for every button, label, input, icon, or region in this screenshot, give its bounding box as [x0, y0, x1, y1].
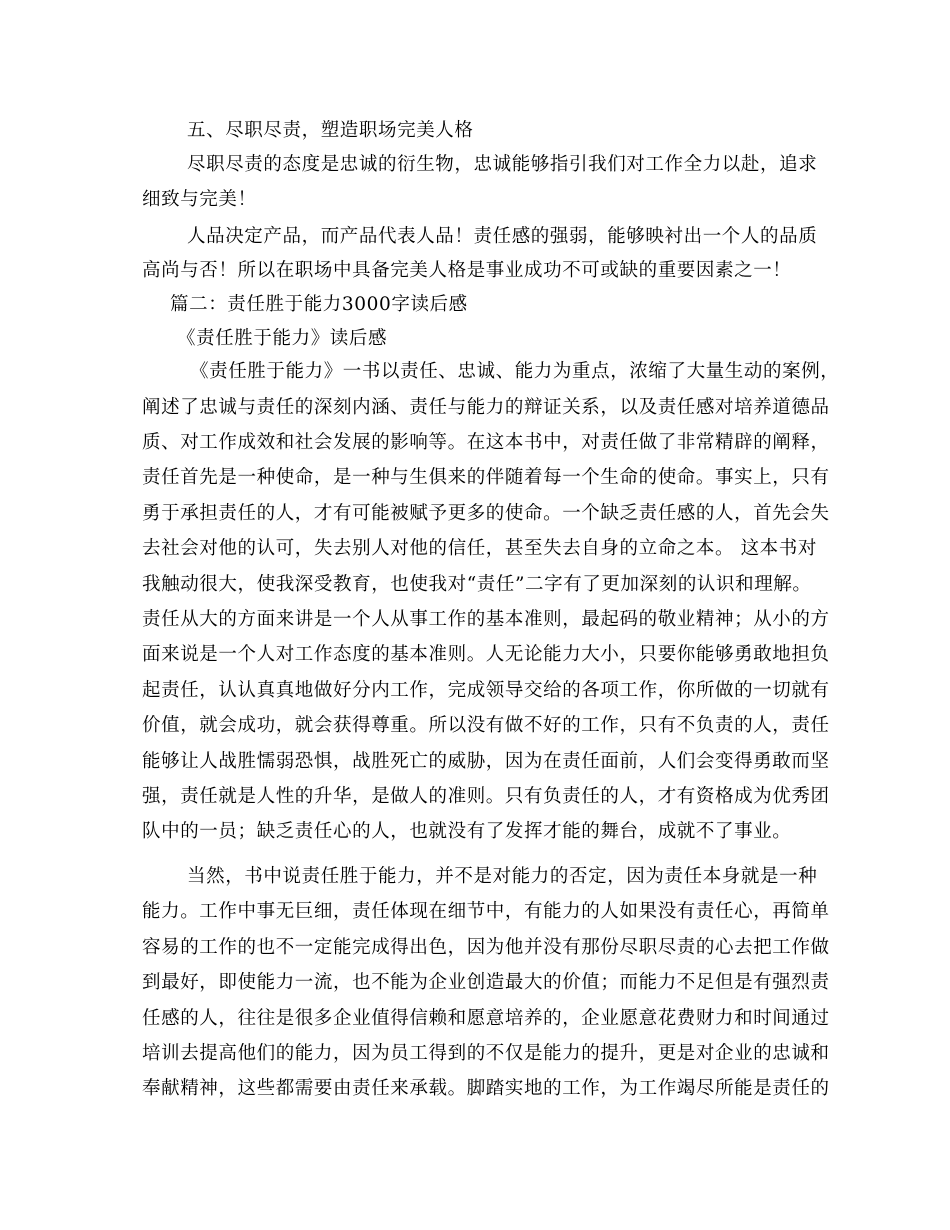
paragraph-line: 队中的一员；缺乏责任心的人，也就没有了发挥才能的舞台，成就不了事业。 — [142, 821, 792, 842]
paragraph-line: 培训去提高他们的能力，因为员工得到的不仅是能力的提升，更是对企业的忠诚和 — [142, 1043, 830, 1064]
section-heading: 五、尽职尽责，塑造职场完美人格 — [187, 120, 474, 141]
paragraph-line: 任感的人，往往是很多企业值得信赖和愿意培养的，企业愿意花费财力和时间通过 — [142, 1008, 830, 1029]
paragraph-line: 责任从大的方面来讲是一个人从事工作的基本准则，最起码的敬业精神；从小的方 — [142, 609, 830, 630]
paragraph-line: 细致与完美！ — [142, 189, 257, 210]
paragraph-line: 质、对工作成效和社会发展的影响等。在这本书中，对责任做了非常精辟的阐释， — [142, 432, 830, 453]
paragraph-line: 责任首先是一种使命，是一种与生俱来的伴随着每一个生命的使命。事实上，只有 — [142, 467, 830, 488]
paragraph-line: 高尚与否！所以在职场中具备完美人格是事业成功不可或缺的重要因素之一！ — [142, 260, 792, 281]
paragraph-line: 强，责任就是人性的升华，是做人的准则。只有负责任的人，才有资格成为优秀团 — [142, 786, 830, 807]
paragraph-line: 当然，书中说责任胜于能力，并不是对能力的否定，因为责任本身就是一种 — [187, 866, 818, 887]
paragraph-line: 人品决定产品，而产品代表人品！责任感的强弱，能够映衬出一个人的品质 — [187, 226, 818, 247]
paragraph-line: 勇于承担责任的人，才有可能被赋予更多的使命。一个缺乏责任感的人，首先会失 — [142, 503, 830, 524]
paragraph-line: 阐述了忠诚与责任的深刻内涵、责任与能力的辩证关系，以及责任感对培养道德品 — [142, 397, 830, 418]
paragraph-line: 能够让人战胜懦弱恐惧，战胜死亡的威胁，因为在责任面前，人们会变得勇敢而坚 — [142, 751, 830, 772]
paragraph-line: 容易的工作的也不一定能完成得出色，因为他并没有那份尽职尽责的心去把工作做 — [142, 937, 830, 958]
paragraph-line: 尽职尽责的态度是忠诚的衍生物，忠诚能够指引我们对工作全力以赴，追求 — [187, 154, 818, 175]
paragraph-line: 价值，就会成功，就会获得尊重。所以没有做不好的工作，只有不负责的人，责任 — [142, 715, 830, 736]
chapter-heading: 篇二：责任胜于能力3000字读后感 — [170, 294, 468, 315]
paragraph-line: 能力。工作中事无巨细，责任体现在细节中，有能力的人如果没有责任心，再简单 — [142, 901, 830, 922]
paragraph-line: 去社会对他的认可，失去别人对他的信任，甚至失去自身的立命之本。 这本书对 — [142, 538, 817, 559]
article-title: 《责任胜于能力》读后感 — [177, 328, 388, 349]
paragraph-line: 我触动很大，使我深受教育，也使我对“责任”二字有了更加深刻的认识和理解。 — [142, 574, 812, 595]
paragraph-line: 奉献精神，这些都需要由责任来承载。脚踏实地的工作，为工作竭尽所能是责任的 — [142, 1078, 830, 1099]
paragraph-line: 到最好，即使能力一流，也不能为企业创造最大的价值；而能力不足但是有强烈责 — [142, 972, 830, 993]
paragraph-line: 面来说是一个人对工作态度的基本准则。人无论能力大小，只要你能够勇敢地担负 — [142, 644, 830, 665]
paragraph-line: 《责任胜于能力》一书以责任、忠诚、能力为重点，浓缩了大量生动的案例， — [190, 361, 840, 382]
paragraph-line: 起责任，认认真真地做好分内工作，完成领导交给的各项工作，你所做的一切就有 — [142, 680, 830, 701]
